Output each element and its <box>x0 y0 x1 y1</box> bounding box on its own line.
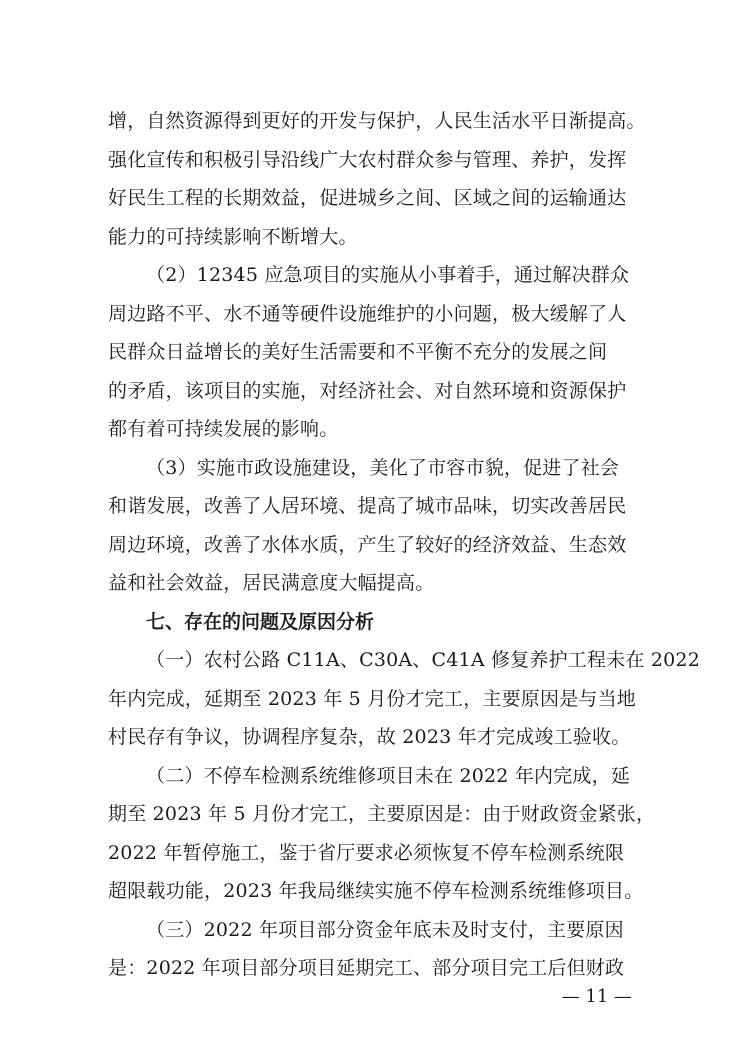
text-line: 周边环境，改善了水体水质，产生了较好的经济效益、生态效 <box>108 533 627 556</box>
text-line: （一）农村公路 C11A、C30A、C41A 修复养护工程未在 2022 <box>146 649 700 671</box>
text-line: （三）2022 年项目部分资金年底未及时支付，主要原因 <box>146 918 624 941</box>
text-line: 增，自然资源得到更好的开发与保护，人民生活水平日渐提高。 <box>108 110 646 132</box>
paragraph <box>108 449 646 603</box>
text-line: （2）12345 应急项目的实施从小事着手，通过解决群众 <box>146 264 630 286</box>
text-line: 周边路不平、水不通等硬件设施维护的小问题，极大缓解了人 <box>108 302 627 325</box>
text-line: 民群众日益增长的美好生活需要和不平衡不充分的发展之间 <box>108 341 608 363</box>
paragraph-group-top <box>108 102 646 603</box>
paragraph <box>108 256 646 449</box>
paragraph <box>108 641 700 757</box>
document-body <box>108 102 700 988</box>
text-line: 年内完成，延期至 2023 年 5 月份才完工，主要原因是与当地 <box>108 687 637 710</box>
section-heading: 七、存在的问题及原因分析 <box>146 610 375 633</box>
text-line: 好民生工程的长期效益，促进城乡之间、区域之间的运输通达 <box>108 187 627 209</box>
text-line: 期至 2023 年 5 月份才完工，主要原因是：由于财政资金紧张， <box>108 803 656 825</box>
paragraph-group-section <box>108 641 700 988</box>
text-line: 的矛盾，该项目的实施，对经济社会、对自然环境和资源保护 <box>108 379 627 402</box>
paragraph <box>108 757 656 911</box>
text-line: 和谐发展，改善了人居环境、提高了城市品味，切实改善居民 <box>108 495 627 517</box>
page-number: — 11 — <box>561 986 632 1007</box>
text-line: 能力的可持续影响不断增大。 <box>108 225 358 248</box>
text-line: 2022 年暂停施工，鉴于省厅要求必须恢复不停车检测系统限 <box>108 841 625 864</box>
paragraph <box>108 911 646 988</box>
text-line: 强化宣传和积极引导沿线广大农村群众参与管理、养护，发挥 <box>108 148 627 171</box>
text-line: （二）不停车检测系统维修项目未在 2022 年内完成，延 <box>146 764 631 787</box>
text-line: 村民存有争议，协调程序复杂，故 2023 年才完成竣工验收。 <box>108 726 631 748</box>
text-line: 是：2022 年项目部分项目延期完工、部分项目完工后但财政 <box>108 957 625 979</box>
text-line: 超限载功能，2023 年我局继续实施不停车检测系统维修项目。 <box>108 880 644 902</box>
text-line: （3）实施市政设施建设，美化了市容市貌，促进了社会 <box>146 456 620 479</box>
text-line: 益和社会效益，居民满意度大幅提高。 <box>108 572 435 594</box>
text-line: 都有着可持续发展的影响。 <box>108 418 339 440</box>
paragraph <box>108 102 646 256</box>
